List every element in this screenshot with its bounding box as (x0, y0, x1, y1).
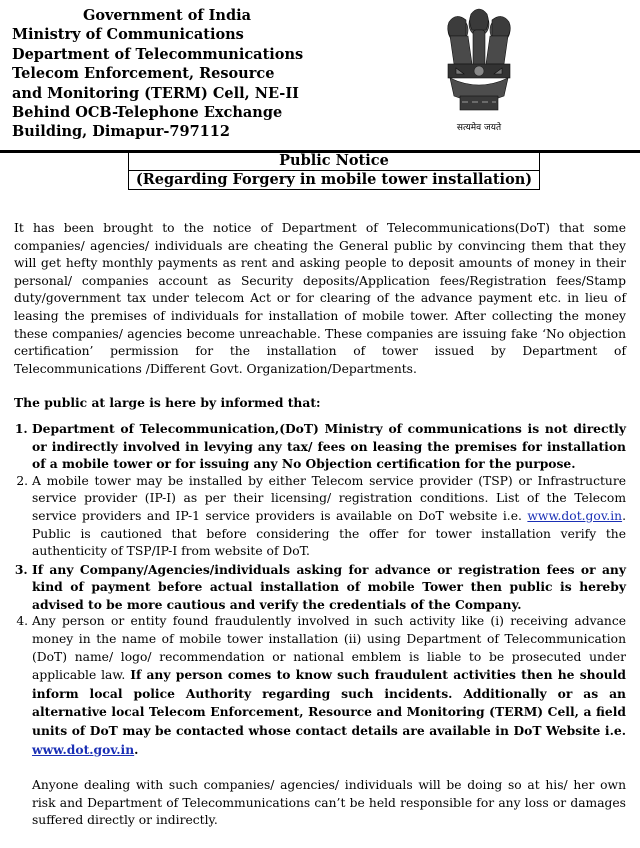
header-line-ministry: Ministry of Communications (12, 26, 244, 44)
header-line-department: Department of Telecommunications (12, 45, 304, 63)
lion-capital-icon (436, 2, 522, 120)
closing-paragraph: Anyone dealing with such companies/ agencies/ individuals will be doing so at his/ her own risk and Department of Telecommunications can’t be held responsible for any loss or damages suffered directly or indirectly. (32, 778, 626, 828)
notice-point-4-end: . (134, 741, 139, 757)
notice-point-1-text: Department of Telecommunication,(DoT) Ministry of communications is not directly or indirectly involved in levying any tax/ fees on leasing the premises for installation of a mobile tower or for issuing any No Objection certification for the purpose. (32, 420, 626, 472)
header-line-cell-2: and Monitoring (TERM) Cell, NE-II (12, 84, 299, 102)
notice-points-list (14, 420, 626, 759)
header-line-address-1: Behind OCB-Telephone Exchange (12, 104, 283, 122)
notice-body (14, 220, 626, 830)
dot-website-link[interactable]: www.dot.gov.in (527, 508, 623, 523)
header-line-cell-1: Telecom Enforcement, Resource (12, 65, 275, 83)
header-line-government: Government of India (82, 7, 252, 24)
notice-title: Public Notice (279, 152, 389, 169)
notice-title-box (128, 152, 540, 190)
office-address-header (12, 6, 332, 142)
notice-point-2-text-end: . Public is cautioned that before considering the offer for tower installation verify the authenticity of TSP/IP-I from website of DoT. (32, 508, 626, 559)
notice-point-4-text: Any person or entity found fraudulently involved in such activity like (i) receiving advance money in the name of mobile tower installation (ii) using Department of Telecommunication (DoT) name/ logo/ recommendation or national emblem is liable to be prosecuted under applicable law. (32, 614, 626, 683)
dot-website-link-2[interactable]: www.dot.gov.in (32, 741, 135, 757)
notice-point-4-bold-text: If any person comes to know such fraudulent activities then he should inform local police Authority regarding such incidents. Additionally or as an alternative local Telecom Enforcement, Resource and Monitoring (TERM) Cell, a field units of DoT may be contacted whose contact details are available in DoT Website i.e. (32, 667, 626, 739)
intro-paragraph: It has been brought to the notice of Department of Telecommunications(DoT) that some companies/ agencies/ individuals are cheating the General public by convincing them that they will get hefty monthly payments as rent and asking people to deposit amounts of money in their personal/ companies account as Security deposits/Application fees/Registration fees/Stamp duty/government tax under telecom Act or for clearing of the advance payment etc. in lieu of leasing the premises of individuals for installation of mobile tower. After collecting the money these companies/ agencies become unreachable. These companies are issuing fake ‘No objection certification’ permission for the installation of tower issued by Department of Telecommunications /Different Govt. Organization/Departments. (14, 221, 626, 376)
notice-point-4 (32, 613, 626, 759)
public-informed-heading: The public at large is here by informed that: (14, 395, 321, 411)
notice-point-1 (32, 420, 626, 473)
notice-point-2 (32, 473, 626, 561)
header-line-address-2: Building, Dimapur-797112 (12, 123, 230, 141)
notice-point-3 (32, 561, 626, 614)
national-emblem (436, 2, 522, 136)
emblem-motto: सत्यमेव जयते (456, 123, 502, 133)
notice-point-2-text: A mobile tower may be installed by either Telecom service provider (TSP) or Infrastructure service provider (IP-I) as per their licensing/ registration conditions. List of the Telecom service providers and IP-1 service providers is available on DoT website i.e. (32, 473, 626, 523)
notice-subtitle: (Regarding Forgery in mobile tower installation) (129, 170, 539, 189)
notice-point-3-text: If any Company/Agencies/individuals asking for advance or registration fees or any kind of payment before actual installation of mobile Tower then public is hereby advised to be more cautious and verify the credentials of the Company. (32, 561, 626, 612)
